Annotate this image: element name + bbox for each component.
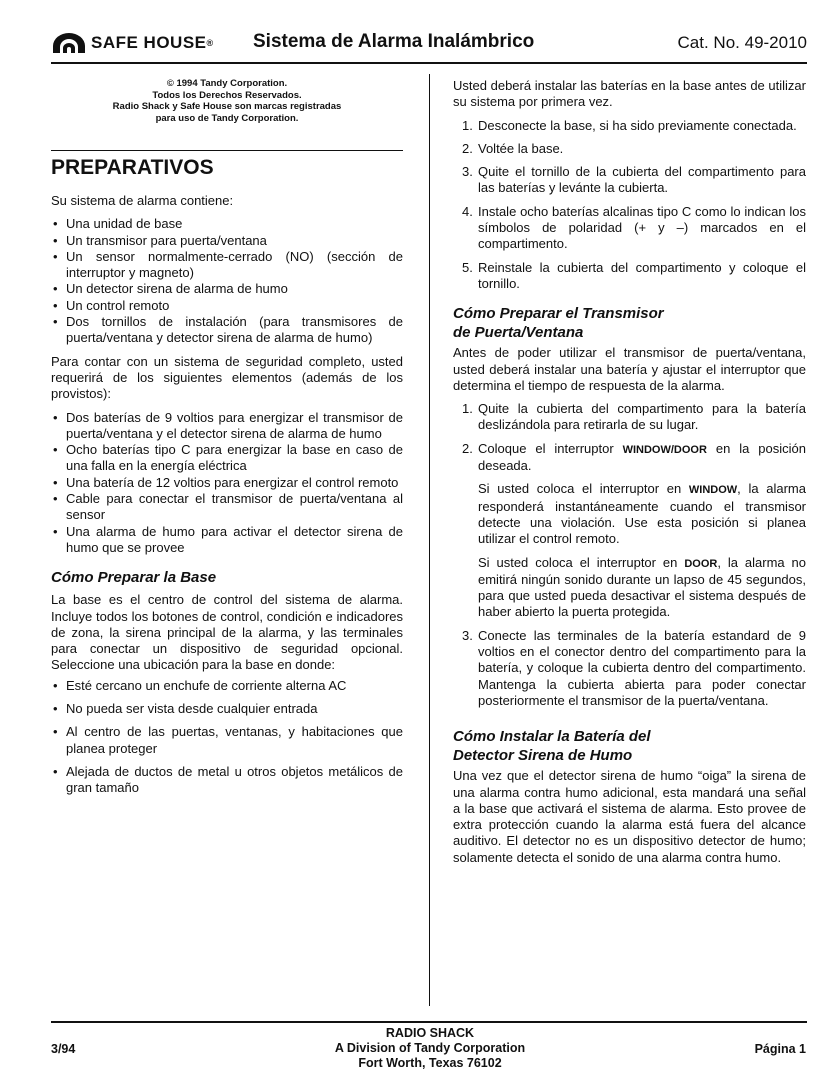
page-header — [51, 30, 807, 58]
safe-house-logo-icon — [51, 32, 87, 54]
list-item: 3. Conecte las terminales de la batería estandard de 9 voltios en el conector dentro del compartimento para la batería, y coloque la cubierta dentro del compartimento. Mantenga la cubierta abierta para poder conectar posteriormente el transmisor de la puerta/ventana. — [462, 627, 806, 708]
footer-company — [280, 1026, 580, 1071]
battery-steps — [453, 118, 806, 293]
battery-intro: Usted deberá instalar las baterías en la base antes de utilizar su sistema por primera vez. — [453, 78, 806, 110]
list-item: 4. Instale ocho baterías alcalinas tipo C como lo indican los símbolos de polaridad (+ y –) marcados en el compartimento. — [462, 203, 806, 252]
transmitter-steps — [453, 401, 806, 709]
company-address: Fort Worth, Texas 76102 — [358, 1056, 502, 1070]
list-item: • Cable para conectar el transmisor de puerta/ventana al sensor — [51, 491, 403, 524]
list-item: • Una unidad de base — [51, 216, 403, 232]
list-item: • Una alarma de humo para activar el detector sirena de humo que se provee — [51, 524, 403, 557]
list-item: • Un control remoto — [51, 298, 403, 314]
list-item: • Al centro de las puertas, ventanas, y habitaciones que planea proteger — [51, 724, 403, 757]
list-item: 2. Voltée la base. — [462, 140, 564, 156]
list-item: 3. Quite el tornillo de la cubierta del compartimento para las baterías y levánte la cubierta. — [462, 164, 806, 196]
list-item: • No pueda ser vista desde cualquier entrada — [51, 701, 403, 717]
list-item: 1. Desconecte la base, si ha sido previamente conectada. — [462, 117, 797, 133]
copyright-block — [71, 78, 383, 124]
list-item: • Ocho baterías tipo C para energizar la base en caso de una falla en la energía eléctrica — [51, 442, 403, 475]
registered-mark: ® — [206, 38, 214, 48]
footer-date: 3/94 — [51, 1042, 76, 1056]
list-item: • Dos baterías de 9 voltios para energizar el transmisor de puerta/ventana y el detector sirena de alarma de humo — [51, 410, 403, 443]
brand-logo — [51, 32, 213, 54]
list-item: • Alejada de ductos de metal u otros objetos metálicos de gran tamaño — [51, 764, 403, 797]
copyright-line: Radio Shack y Safe House son marcas registradas — [112, 101, 342, 112]
list-item: • Un detector sirena de alarma de humo — [51, 281, 403, 297]
copyright-line: © 1994 Tandy Corporation. — [166, 78, 288, 89]
brand-name: SAFE HOUSE — [91, 33, 207, 52]
base-list — [51, 678, 403, 797]
page-number: Página 1 — [754, 1042, 806, 1056]
list-item: 2. Coloque el interruptor WINDOW/DOOR en la posición deseada. Si usted coloca el interruptor en WINDOW, la alarma responderá instantáneamente cuando el transmisor detecte una violación. Use esta posición si planea utilizar el control remoto. Si usted coloca el interruptor en DOOR, la alarma no emitirá ningún sonido durante un lapso de 45 segundos, para que usted pueda desactivar el sistema después de haber abierto la puerta protegida. — [462, 440, 807, 620]
needs-intro: Para contar con un sistema de seguridad completo, usted requerirá de los siguientes elementos (además de los provistos): — [51, 353, 403, 402]
subsection-heading: Cómo Preparar la Base — [51, 569, 217, 587]
left-column — [51, 78, 403, 797]
list-item: • Un sensor normalmente-cerrado (NO) (sección de interruptor y magneto) — [51, 249, 403, 282]
list-item: • Un transmisor para puerta/ventana — [51, 233, 403, 249]
header-rule — [51, 62, 807, 64]
column-divider — [429, 74, 430, 1006]
footer-rule — [51, 1021, 807, 1023]
right-column — [453, 78, 806, 866]
contents-list — [51, 216, 403, 346]
list-item: 5. Reinstale la cubierta del compartimento y coloque el tornillo. — [462, 259, 806, 291]
list-item: • Una batería de 12 voltios para energizar el control remoto — [51, 475, 403, 491]
document-title: Sistema de Alarma Inalámbrico — [253, 31, 535, 52]
copyright-line: Todos los Derechos Reservados. — [152, 89, 302, 101]
copyright-line: para uso de Tandy Corporation. — [155, 112, 299, 124]
section-heading: PREPARATIVOS — [51, 156, 214, 179]
company-division: A Division of Tandy Corporation — [334, 1041, 526, 1055]
smoke-paragraph: Una vez que el detector sirena de humo “oiga” la sirena de una alarma contra humo adicional, esta mandará una señal a la base que activará el sistema de alarma. Esto provee de extra protección cuando la alarma está fuera del alcance auditivo. El detector no es un dispositivo detector de humo; solamente detecta el sonido de una alarma contra humo. — [453, 768, 806, 865]
company-name: RADIO SHACK — [385, 1026, 475, 1040]
subsection-heading: Cómo Instalar la Batería del Detector Sirena de Humo — [453, 728, 651, 765]
door-note: Si usted coloca el interruptor en DOOR, la alarma no emitirá ningún sonido durante un lapso de 45 segundos, para que usted pueda desactivar el sistema después de haber abierto la puerta protegida. — [478, 554, 807, 620]
list-item: 1. Quite la cubierta del compartimento para la batería deslizándola para retirarla de su lugar. — [462, 401, 806, 433]
list-item: • Dos tornillos de instalación (para transmisores de puerta/ventana y detector sirena de alarma de humo) — [51, 314, 403, 347]
subsection-heading: Cómo Preparar el Transmisor de Puerta/Ventana — [453, 305, 664, 342]
base-paragraph: La base es el centro de control del sistema de alarma. Incluye todos los botones de control, condición e indicadores de zona, la sirena principal de la alarma, y las terminales para conectar un dispositivo de seguridad opcional. Seleccione una ubicación para la base en donde: — [51, 592, 403, 673]
catalog-number: Cat. No. 49-2010 — [677, 33, 807, 52]
needs-list — [51, 410, 403, 557]
transmitter-intro: Antes de poder utilizar el transmisor de puerta/ventana, usted deberá instalar una batería y ajustar el interruptor que determina el tiempo de respuesta de la alarma. — [453, 345, 806, 393]
window-note: Si usted coloca el interruptor en WINDOW, la alarma responderá instantáneamente cuando el transmisor detecte una violación. Use esta posición si planea utilizar el control remoto. — [478, 481, 806, 547]
contents-intro: Su sistema de alarma contiene: — [51, 193, 234, 208]
list-item: • Esté cercano un enchufe de corriente alterna AC — [51, 678, 403, 694]
